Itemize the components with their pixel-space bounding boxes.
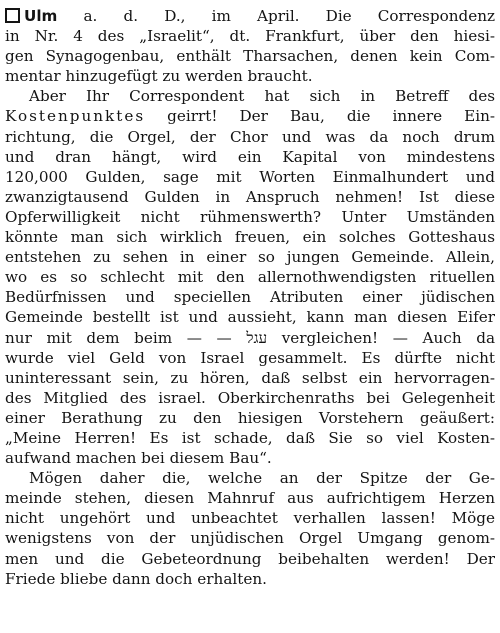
place-heading: Ulm <box>24 7 58 25</box>
paragraph-1 <box>5 6 495 86</box>
newspaper-article <box>5 6 495 589</box>
paragraph-2 <box>5 86 495 468</box>
text-line <box>5 488 495 508</box>
line-text: men und die Gebeteordnung beibehalten werden! Der <box>5 549 495 568</box>
text-line <box>5 267 495 287</box>
line-text: Gemeinde bestellt ist und aussieht, kann man diesen Eifer <box>5 308 495 327</box>
emphasized-word: Kostenpunktes <box>5 107 146 126</box>
text-line <box>5 328 495 348</box>
line-text: entstehen zu sehen in einer so jungen Gemeinde. Allein, <box>5 248 495 267</box>
checkbox-square-icon <box>5 8 20 23</box>
line-text: wo es so schlecht mit den allernothwendigsten rituellen <box>5 268 495 287</box>
line-text: mentar hinzugefügt zu werden braucht. <box>5 67 313 86</box>
line-text: richtung, die Orgel, der Chor und was da noch drum <box>5 127 495 146</box>
text-line <box>5 569 495 589</box>
line-text: Mögen daher die, welche an der Spitze der Ge- <box>29 469 495 488</box>
article-body <box>5 6 495 589</box>
line-text: meinde stehen, diesen Mahnruf aus aufrichtigem Herzen <box>5 489 495 508</box>
line-text: „Meine Herren! Es ist schade, daß Sie so viel Kosten- <box>5 428 495 447</box>
line-text: könnte man sich wirklich freuen, ein solches Gotteshaus <box>5 228 495 247</box>
text-line <box>5 408 495 428</box>
text-line <box>5 26 495 46</box>
text-line <box>5 528 495 548</box>
text-line <box>5 448 495 468</box>
text-line <box>5 127 495 147</box>
text-line <box>5 388 495 408</box>
line-text: Aber Ihr Correspondent hat sich in Betreff des <box>29 87 495 106</box>
line-text: Friede bliebe dann doch erhalten. <box>5 569 267 588</box>
line-text: uninteressant sein, zu hören, daß selbst ein hervorragen- <box>5 368 495 387</box>
text-line <box>5 6 495 26</box>
line-text: nur mit dem beim — — עגל vergleichen! — Auch da <box>5 328 495 347</box>
line-text: zwanzigtausend Gulden in Anspruch nehmen! Ist diese <box>5 187 495 206</box>
line-text: geirrt! Der Bau, die innere Ein- <box>145 107 495 126</box>
text-line <box>5 348 495 368</box>
line-text: aufwand machen bei diesem Bau“. <box>5 449 272 468</box>
text-line <box>5 66 495 86</box>
line-text: 120,000 Gulden, sage mit Worten Einmalhundert und <box>5 167 495 186</box>
text-line <box>5 167 495 187</box>
text-line <box>5 106 495 126</box>
text-line <box>5 368 495 388</box>
text-line <box>5 207 495 227</box>
text-line <box>5 468 495 488</box>
paragraph-3 <box>5 468 495 589</box>
text-line <box>5 227 495 247</box>
line-text: des Mitglied des israel. Oberkirchenraths bei Gelegenheit <box>5 388 495 407</box>
line-text: einer Berathung zu den hiesigen Vorstehern geäußert: <box>5 408 495 427</box>
line-text: a. d. D., im April. Die Correspondenz <box>57 7 495 25</box>
line-text: und dran hängt, wird ein Kapital von mindestens <box>5 147 495 166</box>
line-text: Opferwilligkeit nicht rühmenswerth? Unter Umständen <box>5 207 495 226</box>
text-line <box>5 428 495 448</box>
line-text: wurde viel Geld von Israel gesammelt. Es dürfte nicht <box>5 348 495 367</box>
text-line <box>5 46 495 66</box>
line-text: Bedürfnissen und speciellen Atributen einer jüdischen <box>5 288 495 307</box>
text-line <box>5 287 495 307</box>
line-text: wenigstens von der unjüdischen Orgel Umgang genom- <box>5 529 495 548</box>
text-line <box>5 86 495 106</box>
line-text: in Nr. 4 des „Israelit“, dt. Frankfurt, über den hiesi- <box>5 27 495 46</box>
text-line <box>5 187 495 207</box>
text-line <box>5 147 495 167</box>
text-line <box>5 508 495 528</box>
text-line <box>5 549 495 569</box>
line-text: nicht ungehört und unbeachtet verhallen lassen! Möge <box>5 509 495 528</box>
text-line <box>5 247 495 267</box>
text-line <box>5 307 495 327</box>
line-text: gen Synagogenbau, enthält Tharsachen, denen kein Com- <box>5 47 495 66</box>
